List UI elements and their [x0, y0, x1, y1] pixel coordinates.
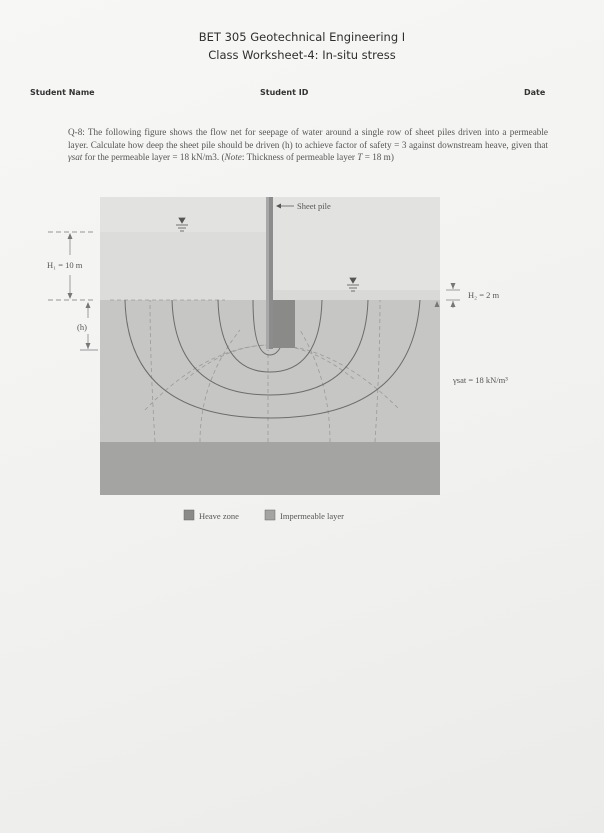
gamma-sat-label: γsat = 18 kN/m³ [453, 375, 508, 385]
arrow-down-icon [68, 293, 73, 299]
arrow-up-icon [86, 302, 91, 308]
arrow-up-icon [68, 233, 73, 239]
question-line-4b: = 18 m) [362, 152, 394, 162]
legend-impermeable-swatch [265, 510, 275, 520]
h2-label: H₂ = 2 m [468, 290, 500, 300]
downstream-water [268, 290, 440, 300]
question-line-3b: for the permeable layer = 18 kN/m3. ( [82, 152, 225, 162]
question-line-2: driven into a permeable layer. Calculate how deep the sheet pile should be driven (h) to achieve factor of [68, 127, 548, 150]
worksheet-title: Class Worksheet-4: In-situ stress [208, 48, 396, 62]
legend-heave-label: Heave zone [199, 511, 239, 521]
arrow-up-icon [451, 301, 456, 307]
heave-zone [273, 300, 295, 348]
sheet-pile-label: Sheet pile [297, 201, 331, 211]
h-label: (h) [77, 322, 87, 332]
course-title: BET 305 Geotechnical Engineering I [198, 30, 406, 44]
student-id-label: Student ID [260, 88, 309, 97]
gamma-sat-symbol: γsat [68, 152, 83, 162]
upstream-water [100, 232, 268, 300]
impermeable-layer [100, 442, 440, 495]
student-name-label: Student Name [30, 88, 95, 97]
question-line-3c: : Thickness [241, 152, 284, 162]
h1-label: H₁ = 10 m [47, 260, 83, 270]
question-line-4a: of permeable layer [286, 152, 358, 162]
note-label: Note [224, 152, 242, 162]
question-line-1: Q-8: The following figure shows the flow net for seepage of water around a single row of sheet piles [68, 127, 455, 137]
question-line-3a: safety = 3 against downstream heave, given that [369, 139, 548, 150]
sheet-pile-highlight [266, 197, 269, 349]
thickness-symbol: T [357, 152, 363, 162]
date-label: Date [524, 88, 546, 97]
legend-impermeable-label: Impermeable layer [280, 511, 344, 521]
arrow-down-icon [86, 343, 91, 349]
arrow-down-icon [451, 283, 456, 289]
legend-heave-swatch [184, 510, 194, 520]
